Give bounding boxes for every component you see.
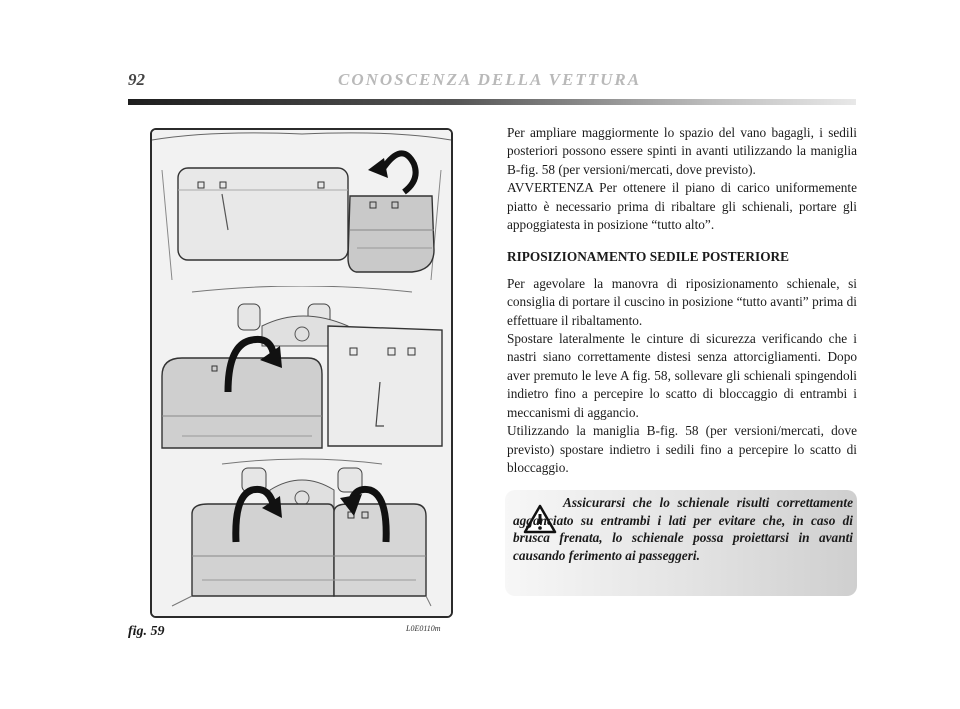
- paragraph: AVVERTENZA Per ottenere il piano di carico uniformemente piatto è necessario prima di ribaltare gli schienali, portare gli appoggiatesta in posizione “tutto alto”.: [507, 180, 857, 233]
- page-number: 92: [128, 70, 145, 89]
- figure-panel-top: [152, 130, 451, 288]
- figure-panel-middle: [152, 286, 451, 458]
- figure-frame: [150, 128, 453, 618]
- paragraph: Per agevolare la manovra di riposizionamento schienale, si consiglia di portare il cuscino in posizione “tutto avanti” prima di effettuare il ribaltamento.: [507, 275, 857, 328]
- figure-caption: fig. 59: [128, 624, 165, 639]
- header-rule: [128, 99, 856, 105]
- figure-code: L0E0110m: [406, 624, 441, 633]
- paragraph: Utilizzando la maniglia B-fig. 58 (per versioni/mercati, dove previsto) spostare indietro i sedili fino a percepire lo scatto di bloccaggio.: [507, 423, 857, 475]
- warning-box: [505, 490, 857, 596]
- warning-text: Assicurarsi che lo schienale risulti correttamente agganciato su entrambi i lati per evitare che, in caso di brusca frenata, lo schienale possa proiettarsi in avanti causando ferimento ai passeggeri.: [513, 495, 853, 563]
- subheading: RIPOSIZIONAMENTO SEDILE POSTERIORE: [507, 249, 790, 265]
- paragraph: Per ampliare maggiormente lo spazio del vano bagagli, i sedili posteriori possono essere spinti in avanti utilizzando la maniglia B-fig. 58 (per versioni/mercati, dove previsto).: [507, 125, 857, 177]
- section-title: CONOSCENZA DELLA VETTURA: [338, 70, 642, 89]
- paragraph: Spostare lateralmente le cinture di sicurezza verificando che i nastri siano correttamente distesi senza attorcigliamenti. Dopo aver premuto le leve A fig. 58, sollevare gli schienali spingendoli indietro fino a percepire lo scatto di bloccaggio di entrambi i meccanismi di aggancio.: [507, 331, 857, 420]
- figure-panel-bottom: [152, 456, 451, 616]
- body-text: [507, 124, 857, 477]
